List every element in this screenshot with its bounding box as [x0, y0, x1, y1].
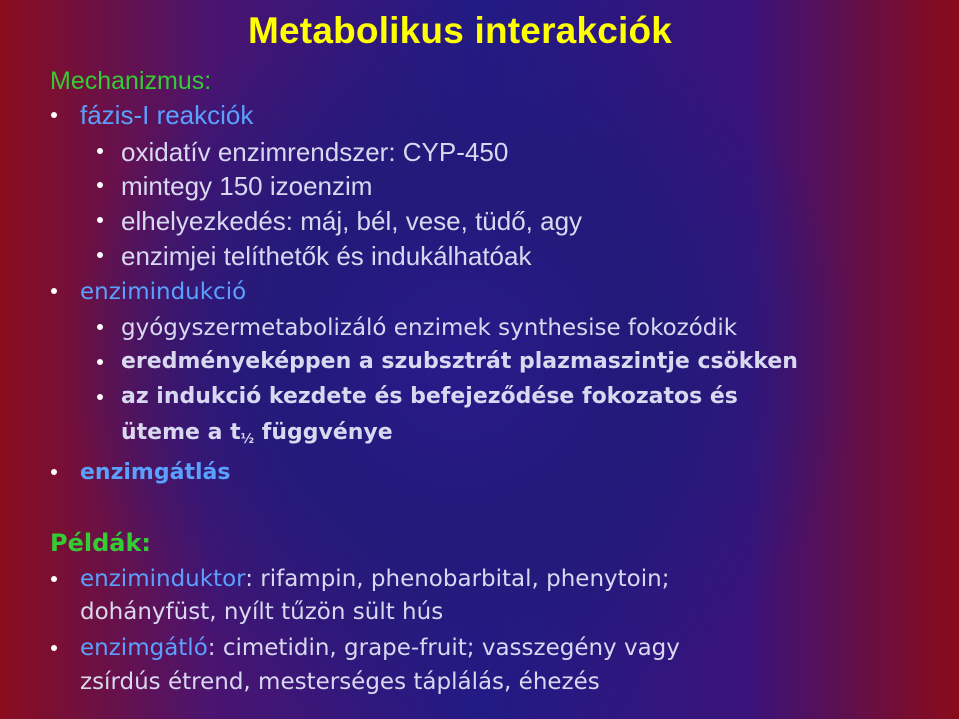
bullet-icon	[97, 394, 103, 400]
phase1-item: mintegy 150 izoenzim	[121, 171, 373, 201]
induction-item: eredményeképpen a szubsztrát plazmaszintje csökken	[121, 349, 798, 374]
slide-title: Metabolikus interakciók	[248, 10, 673, 51]
induction-item: gyógyszermetabolizáló enzimek synthesise fokozódik	[121, 315, 738, 341]
inhibitor-continuation: zsírdús étrend, mesterséges táplálás, éhezés	[80, 669, 600, 695]
examples-heading: Példák:	[50, 529, 152, 557]
phase1-label: fázis-I reakciók	[80, 100, 254, 130]
inducer-continuation: dohányfüst, nyílt tűzön sült hús	[80, 599, 444, 625]
induction-label: enzimindukció	[80, 279, 247, 305]
bullet-icon	[97, 359, 103, 365]
bullet-icon	[51, 645, 57, 651]
inducer-text: : rifampin, phenobarbital, phenytoin;	[245, 566, 670, 592]
inducer-line	[80, 564, 669, 594]
phase1-item: elhelyezkedés: máj, bél, vese, tüdő, agy	[121, 206, 583, 236]
half-subscript: ½	[240, 432, 255, 447]
phase1-item: oxidatív enzimrendszer: CYP-450	[121, 137, 509, 167]
inhibitor-term: enzimgátló	[80, 635, 208, 661]
inhibition-label: enzimgátlás	[80, 460, 231, 485]
inhibitor-text: : cimetidin, grape-fruit; vasszegény vagy	[207, 635, 680, 661]
bullet-icon	[97, 217, 103, 223]
bullet-icon	[97, 252, 103, 258]
bullet-icon	[51, 288, 57, 294]
bullet-icon	[97, 324, 103, 330]
inhibitor-line	[80, 633, 680, 663]
bullet-icon	[97, 148, 103, 154]
bullet-icon	[51, 112, 57, 118]
phase1-item: enzimjei telíthetők és indukálhatóak	[121, 241, 532, 271]
induction-item: az indukció kezdete és befejeződése fokozatos és	[121, 384, 738, 409]
bullet-icon	[97, 182, 103, 188]
bullet-icon	[51, 469, 57, 475]
induction-continuation	[121, 418, 393, 455]
mechanism-heading: Mechanizmus:	[50, 67, 212, 95]
bullet-icon	[51, 576, 57, 582]
continuation-text: függvénye	[254, 420, 393, 445]
inducer-term: enziminduktor	[80, 566, 246, 592]
continuation-text: üteme a t	[121, 420, 241, 445]
